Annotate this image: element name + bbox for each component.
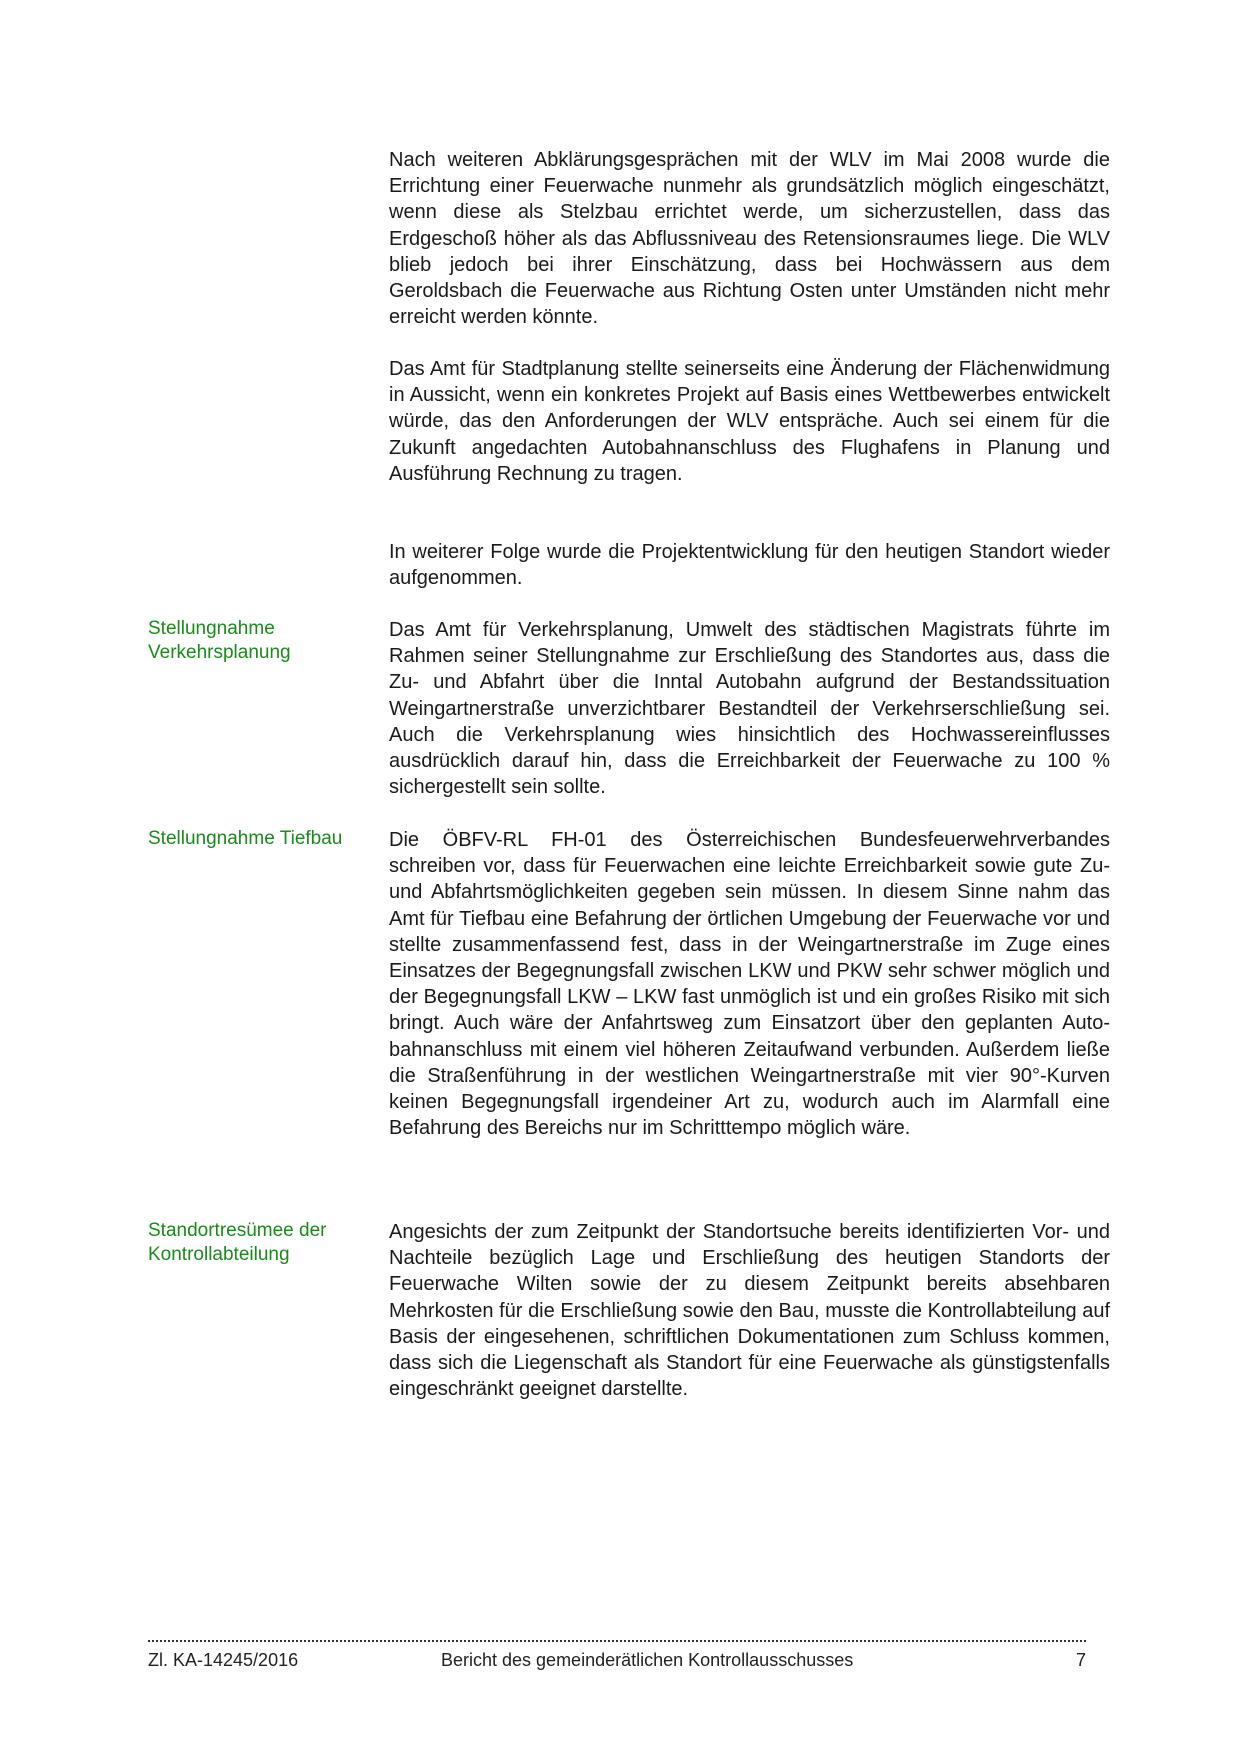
document-reference: Zl. KA-14245/2016 <box>148 1650 299 1670</box>
paragraph: Angesichts der zum Zeitpunkt der Standortsuche bereits identifizierten Vor- und Nachteile bezüglich Lage und Erschließung des heutigen Standorts der Feuerwache Wilten sowie der zu diesem Zeitpunkt bereits absehbaren Mehrkosten für die Erschließung sowie den Bau, musste die Kontrollabteilung auf Basis der eingesehenen, schriftlichen Dokumentationen zum Schluss kommen, dass sich die Liegenschaft als Standort für eine Feuerwache als günstigstenfalls eingeschränkt geeignet darstellte. <box>389 1221 1110 1401</box>
paragraph: Die ÖBFV-RL FH-01 des Österreichischen Bundesfeuerwehrverbandes schreiben vor, dass für Feuerwachen eine leichte Erreichbarkeit sowie gute Zu- und Abfahrtsmöglichkeiten gegeben sein müssen. In diesem Sinne nahm das Amt für Tiefbau eine Befahrung der örtlichen Umgebung der Feuerwache vor und stellte zusammenfassend fest, dass in der Weingartnerstraße im Zuge eines Einsatzes der Begegnungsfall zwischen LKW und PKW sehr schwer möglich und der Begegnungsfall LKW – LKW fast unmöglich ist und ein großes Risiko mit sich bringt. Auch wäre der Anfahrtsweg zum Einsatzort über den geplanten Autobahnanschluss mit einem viel höheren Zeitaufwand verbunden. Außerdem ließe die Straßenführung in der westlichen Weingartnerstraße mit vier 90°-Kurven keinen Begegnungsfall irgendeiner Art zu, wodurch auch im Alarmfall eine Befahrung des Bereichs nur im Schritttempo möglich wäre. <box>389 829 1110 1140</box>
paragraph: Das Amt für Verkehrsplanung, Umwelt des städtischen Magistrats führte im Rahmen seiner Stellungnahme zur Erschließung des Standortes aus, dass die Zu- und Abfahrt über die Inntal Autobahn aufgrund der Bestandssituation Weingartnerstraße unverzichtbarer Bestandteil der Verkehrserschließung sei. Auch die Verkehrsplanung wies hinsichtlich des Hochwassereinflusses ausdrücklich darauf hin, dass die Erreichbarkeit der Feuerwache zu 100 % sichergestellt sein sollte. <box>389 619 1110 799</box>
paragraph: Das Amt für Stadtplanung stellte seinerseits eine Änderung der Flächenwidmung in Aussicht, wenn ein konkretes Projekt auf Basis eines Wettbewerbes entwickelt würde, das den Anforderungen der WLV entspräche. Auch sei einem für die Zukunft angedachten Autobahnanschluss des Flughafens in Planung und Ausführung Rechnung zu tragen. <box>389 358 1110 485</box>
paragraph: Nach weiteren Abklärungsgesprächen mit der WLV im Mai 2008 wurde die Errichtung einer Feuerwache nunmehr als grundsätzlich möglich eingeschätzt, wenn diese als Stelzbau errichtet werde, um sicherzustellen, dass das Erdgeschoß höher als das Abflussniveau des Retensionsraumes liege. Die WLV blieb jedoch bei ihrer Einschätzung, dass bei Hochwässern aus dem Geroldsbach die Feuerwache aus Richtung Osten unter Umständen nicht mehr erreicht werden könnte. <box>389 149 1110 329</box>
page-number: 7 <box>1075 1650 1086 1670</box>
report-title: Bericht des gemeinderätlichen Kontrollausschusses <box>441 1650 854 1670</box>
paragraph: In weiterer Folge wurde die Projektentwicklung für den heutigen Standort wieder aufgenommen. <box>389 541 1110 590</box>
side-label: Standortresümee der Kontrollabteilung <box>148 1220 327 1265</box>
side-label: Stellungnahme Tiefbau <box>148 828 343 849</box>
footer-divider <box>148 1640 1086 1642</box>
side-label: Stellungnahme Verkehrsplanung <box>148 618 291 663</box>
